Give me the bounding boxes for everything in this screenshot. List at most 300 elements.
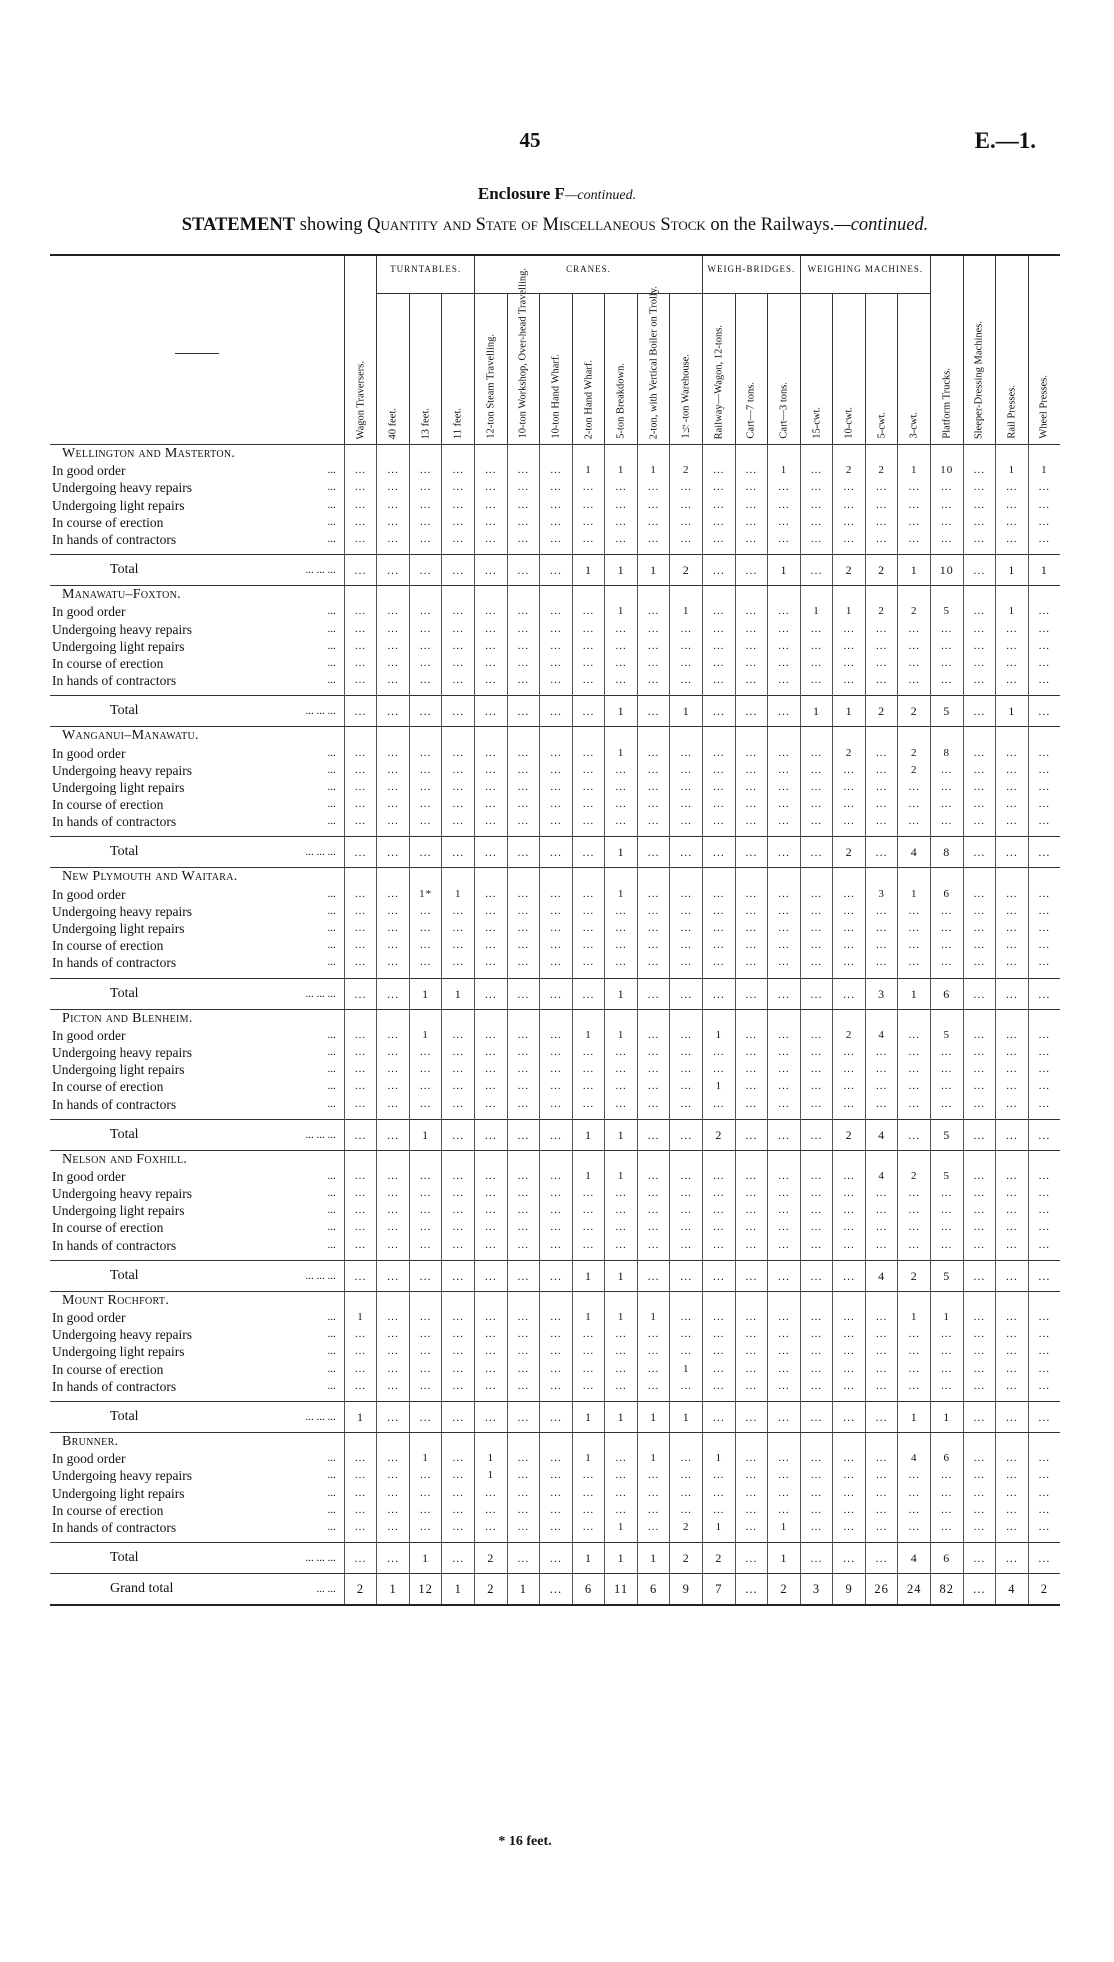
column-header-label: 12-ton Steam Travelling. [485,334,497,439]
table-cell: ... [768,1467,801,1484]
table-cell: ... [344,462,377,479]
table-cell-empty [703,586,736,604]
table-cell: ... [703,813,736,830]
table-cell: 2 [475,1574,508,1606]
table-cell: ... [637,696,670,727]
table-row [50,1484,1060,1501]
table-cell: ... [865,920,898,937]
row-label [50,1343,344,1360]
table-cell: ... [670,1309,703,1326]
row-label-text: In good order [52,1027,126,1043]
statement-continued: —continued. [834,215,929,235]
table-cell: ... [931,1078,964,1095]
table-cell: ... [507,1219,540,1236]
column-header [898,293,931,444]
table-cell: ... [637,1027,670,1044]
table-cell: ... [898,903,931,920]
table-cell: 6 [931,886,964,903]
table-cell: ... [931,479,964,496]
table-cell-empty [540,1432,573,1450]
table-cell: 4 [898,1450,931,1467]
table-cell: ... [735,1484,768,1501]
table-row [50,638,1060,655]
table-cell: ... [963,531,996,548]
table-cell: ... [572,796,605,813]
row-label-text: In hands of contractors [52,1237,177,1253]
table-cell: ... [931,1061,964,1078]
table-cell: ... [1028,762,1060,779]
table-cell: ... [768,1168,801,1185]
column-header [768,293,801,444]
table-cell: ... [800,1061,833,1078]
table-cell: ... [344,1078,377,1095]
column-header [344,255,377,445]
table-cell: ... [442,1361,475,1378]
table-cell: ... [409,1484,442,1501]
table-cell-empty [409,1291,442,1309]
table-cell: ... [1028,903,1060,920]
table-cell: ... [344,1361,377,1378]
table-cell: ... [540,672,573,689]
table-cell: 1 [572,1450,605,1467]
table-cell: ... [963,937,996,954]
table-cell: ... [703,1326,736,1343]
row-label [50,655,344,672]
row-label [50,497,344,514]
column-header [377,293,410,444]
table-cell-empty [735,1291,768,1309]
table-cell: ... [898,621,931,638]
row-label [50,1168,344,1185]
table-cell: ... [507,1202,540,1219]
table-cell: ... [703,1168,736,1185]
table-cell: ... [703,497,736,514]
table-cell: ... [377,1185,410,1202]
leader-dots: ... [327,1187,336,1200]
table-cell: ... [572,886,605,903]
table-cell-empty [735,1150,768,1168]
table-cell-empty [931,1009,964,1027]
row-label [50,1309,344,1326]
table-cell: ... [898,1484,931,1501]
table-cell: ... [996,514,1029,531]
table-cell: ... [442,1484,475,1501]
table-cell: ... [442,1378,475,1395]
table-cell: ... [833,1237,866,1254]
table-cell: ... [475,954,508,971]
column-header [540,293,573,444]
table-cell: ... [572,744,605,761]
column-header [670,293,703,444]
table-cell: ... [963,555,996,586]
table-cell: ... [833,1044,866,1061]
table-cell: ... [996,1061,1029,1078]
table-cell-empty [442,445,475,463]
table-cell: ... [898,1044,931,1061]
table-cell: ... [344,1502,377,1519]
section-header-row [50,1009,1060,1027]
table-cell: ... [605,1219,638,1236]
table-cell: 1 [409,1119,442,1150]
total-label [50,555,344,586]
table-cell: ... [963,1326,996,1343]
table-cell: ... [898,1185,931,1202]
table-cell: ... [572,1519,605,1536]
section-header-row [50,727,1060,745]
table-cell: ... [540,920,573,937]
table-cell: ... [475,1027,508,1044]
total-label-text: Total [110,562,139,578]
table-cell: ... [442,1237,475,1254]
table-cell: ... [605,531,638,548]
table-cell: ... [703,655,736,672]
leader-dots: ... [327,1221,336,1234]
table-cell: ... [637,1119,670,1150]
row-label-text: In hands of contractors [52,1519,177,1535]
table-cell: ... [931,796,964,813]
table-cell: ... [1028,837,1060,868]
table-cell: ... [963,1361,996,1378]
table-cell-empty [572,1009,605,1027]
table-cell: ... [996,978,1029,1009]
table-cell-empty [475,445,508,463]
column-header [931,255,964,445]
table-cell: ... [540,638,573,655]
table-cell-empty [605,1150,638,1168]
table-cell-empty [670,1432,703,1450]
table-cell: ... [507,1502,540,1519]
table-cell: ... [768,1378,801,1395]
table-cell: ... [540,1078,573,1095]
row-label [50,779,344,796]
table-cell: ... [670,655,703,672]
table-cell: ... [800,1309,833,1326]
column-header [442,293,475,444]
table-cell: ... [1028,813,1060,830]
table-cell: ... [605,937,638,954]
leader-dots: ... [327,1379,336,1392]
table-cell: ... [637,937,670,954]
table-cell: ... [1028,886,1060,903]
table-cell-empty [800,1432,833,1450]
table-cell: ... [540,954,573,971]
table-cell: ... [409,937,442,954]
table-cell: ... [409,603,442,620]
table-cell-empty [475,586,508,604]
table-cell: 1 [572,1027,605,1044]
table-cell: ... [735,1401,768,1432]
table-cell: ... [931,514,964,531]
table-cell: ... [898,1202,931,1219]
total-row [50,837,1060,868]
table-cell: ... [540,1450,573,1467]
table-cell: ... [963,672,996,689]
table-cell: ... [735,762,768,779]
table-cell: 1 [898,462,931,479]
table-cell: ... [996,1326,1029,1343]
table-cell: ... [344,1185,377,1202]
table-cell: ... [735,1574,768,1606]
table-cell: ... [800,978,833,1009]
table-row [50,1519,1060,1536]
leader-dots: ... ... ... [305,705,336,718]
table-cell: ... [377,603,410,620]
table-cell-empty [344,1432,377,1450]
table-cell: ... [898,1027,931,1044]
table-cell: 5 [931,1119,964,1150]
total-label-text: Total [110,1267,139,1283]
table-cell: ... [637,1519,670,1536]
table-cell: ... [735,1061,768,1078]
table-cell: 5 [931,696,964,727]
table-cell: ... [833,1519,866,1536]
table-cell: ... [344,1467,377,1484]
table-cell: ... [996,1502,1029,1519]
table-cell: ... [1028,1326,1060,1343]
column-header-label: Railway—Wagon, 12-tons. [713,324,725,439]
table-cell: ... [475,696,508,727]
table-cell: ... [572,603,605,620]
table-cell: ... [931,497,964,514]
table-cell: ... [898,514,931,531]
table-cell: ... [996,779,1029,796]
table-cell: ... [735,813,768,830]
table-cell: ... [963,603,996,620]
table-cell: 7 [703,1574,736,1606]
table-cell-empty [572,586,605,604]
table-cell: ... [409,462,442,479]
table-cell: ... [442,937,475,954]
table-cell: ... [377,1027,410,1044]
table-cell: ... [768,1202,801,1219]
table-cell: ... [637,672,670,689]
table-cell-empty [344,868,377,886]
table-cell-empty [1028,727,1060,745]
table-cell: ... [637,886,670,903]
table-cell: ... [768,696,801,727]
table-cell: ... [637,903,670,920]
table-cell: ... [409,1343,442,1360]
table-cell: ... [409,1326,442,1343]
total-row [50,1260,1060,1291]
table-cell: ... [637,479,670,496]
table-cell: ... [572,837,605,868]
table-cell: ... [344,1119,377,1150]
stub-header [50,255,344,445]
section-name: Mount Rochfort. [62,1292,170,1308]
table-cell: ... [377,1309,410,1326]
table-cell: ... [735,954,768,971]
table-cell-empty [507,1150,540,1168]
table-cell: ... [572,920,605,937]
table-cell: ... [475,903,508,920]
table-cell: ... [507,1450,540,1467]
table-cell: ... [996,1219,1029,1236]
table-cell: ... [377,1219,410,1236]
table-cell: 2 [670,1519,703,1536]
row-label [50,1044,344,1061]
table-cell: ... [377,1044,410,1061]
table-cell: ... [800,638,833,655]
leader-dots: ... [327,674,336,687]
table-cell: 1 [833,603,866,620]
table-cell: ... [833,1502,866,1519]
table-cell: 4 [865,1027,898,1044]
table-cell-empty [768,1291,801,1309]
table-row [50,1450,1060,1467]
table-cell-empty [540,727,573,745]
row-label [50,1095,344,1112]
table-cell: ... [475,796,508,813]
table-row [50,796,1060,813]
table-cell: ... [409,796,442,813]
table-cell: ... [507,479,540,496]
table-cell: ... [670,1119,703,1150]
table-cell: ... [409,1361,442,1378]
table-cell: 2 [833,744,866,761]
table-cell: ... [865,937,898,954]
table-cell: ... [1028,1361,1060,1378]
leader-dots: ... [327,763,336,776]
table-cell: ... [865,1450,898,1467]
table-cell: ... [670,978,703,1009]
row-label-text: In course of erection [52,1220,164,1236]
table-cell-empty [670,868,703,886]
table-cell: ... [963,1401,996,1432]
table-cell: ... [703,1401,736,1432]
table-cell: 1 [572,555,605,586]
statement-tail: on the Railways. [705,215,835,235]
table-cell: ... [507,1168,540,1185]
table-cell: ... [768,1343,801,1360]
table-cell: ... [800,1027,833,1044]
table-cell: ... [540,1061,573,1078]
table-cell: ... [572,479,605,496]
table-cell: ... [507,1519,540,1536]
table-cell: 4 [996,1574,1029,1606]
table-cell: ... [898,1237,931,1254]
table-cell: ... [996,796,1029,813]
table-cell: ... [931,1484,964,1501]
table-cell-empty [865,727,898,745]
table-cell: ... [898,638,931,655]
table-cell: ... [735,603,768,620]
table-cell: ... [475,1260,508,1291]
table-cell: ... [540,1343,573,1360]
table-cell: ... [833,796,866,813]
column-header [735,293,768,444]
stock-table [50,254,1060,1606]
table-cell: ... [572,621,605,638]
table-cell: 1 [898,978,931,1009]
table-cell: ... [963,744,996,761]
table-row [50,744,1060,761]
leader-dots: ... [327,939,336,952]
table-cell: 2 [898,696,931,727]
leader-dots: ... [327,922,336,935]
leader-dots: ... [327,1469,336,1482]
table-cell: 2 [898,603,931,620]
table-cell-empty [931,445,964,463]
table-cell-empty [409,1432,442,1450]
table-cell: ... [735,1095,768,1112]
table-cell-empty [344,1150,377,1168]
table-row [50,954,1060,971]
column-header-label: 1½-ton Warehouse. [680,354,692,439]
leader-dots: ... ... ... [305,1410,336,1423]
table-cell: ... [442,497,475,514]
table-cell-empty [800,586,833,604]
table-cell: ... [475,479,508,496]
table-cell: ... [996,1237,1029,1254]
table-cell: ... [768,796,801,813]
table-cell: ... [540,1543,573,1574]
table-row [50,1378,1060,1395]
section-name: Picton and Blenheim. [62,1010,193,1026]
row-label [50,1519,344,1536]
table-cell: ... [703,638,736,655]
table-cell: ... [703,462,736,479]
table-cell: ... [963,621,996,638]
table-cell: ... [540,531,573,548]
table-cell: ... [670,1260,703,1291]
page-number: 45 [519,128,541,152]
table-cell: 1 [996,462,1029,479]
table-cell: ... [540,1119,573,1150]
table-cell: ... [800,1378,833,1395]
table-cell-empty [670,1291,703,1309]
table-cell: ... [800,1219,833,1236]
table-cell: ... [1028,638,1060,655]
table-cell: ... [800,1119,833,1150]
table-cell: ... [865,638,898,655]
table-cell: ... [344,1378,377,1395]
section-header-row [50,1432,1060,1450]
table-cell: ... [637,1202,670,1219]
table-cell: ... [703,555,736,586]
total-row [50,696,1060,727]
table-cell: ... [963,1078,996,1095]
table-cell-empty [377,1432,410,1450]
row-label [50,638,344,655]
table-cell: ... [833,1467,866,1484]
table-cell-empty [475,1150,508,1168]
table-cell: ... [409,531,442,548]
row-label-text: In course of erection [52,938,164,954]
section-header-row [50,1150,1060,1168]
table-cell: ... [605,1237,638,1254]
table-cell: ... [768,531,801,548]
table-cell: ... [475,514,508,531]
table-cell: ... [1028,1061,1060,1078]
table-cell-empty [800,1291,833,1309]
table-cell: ... [605,514,638,531]
table-cell-empty [637,1291,670,1309]
grand-total-label [50,1574,344,1606]
table-cell: ... [442,1185,475,1202]
table-cell-empty [800,1150,833,1168]
table-cell: ... [670,479,703,496]
column-header-label: Wagon Traversers. [355,360,367,439]
table-cell: ... [605,497,638,514]
table-cell: ... [833,1309,866,1326]
table-cell: ... [507,1185,540,1202]
table-cell: 1 [605,1401,638,1432]
table-cell: ... [344,1168,377,1185]
table-cell: ... [475,837,508,868]
leader-dots: ... [327,1328,336,1341]
table-cell: ... [572,672,605,689]
